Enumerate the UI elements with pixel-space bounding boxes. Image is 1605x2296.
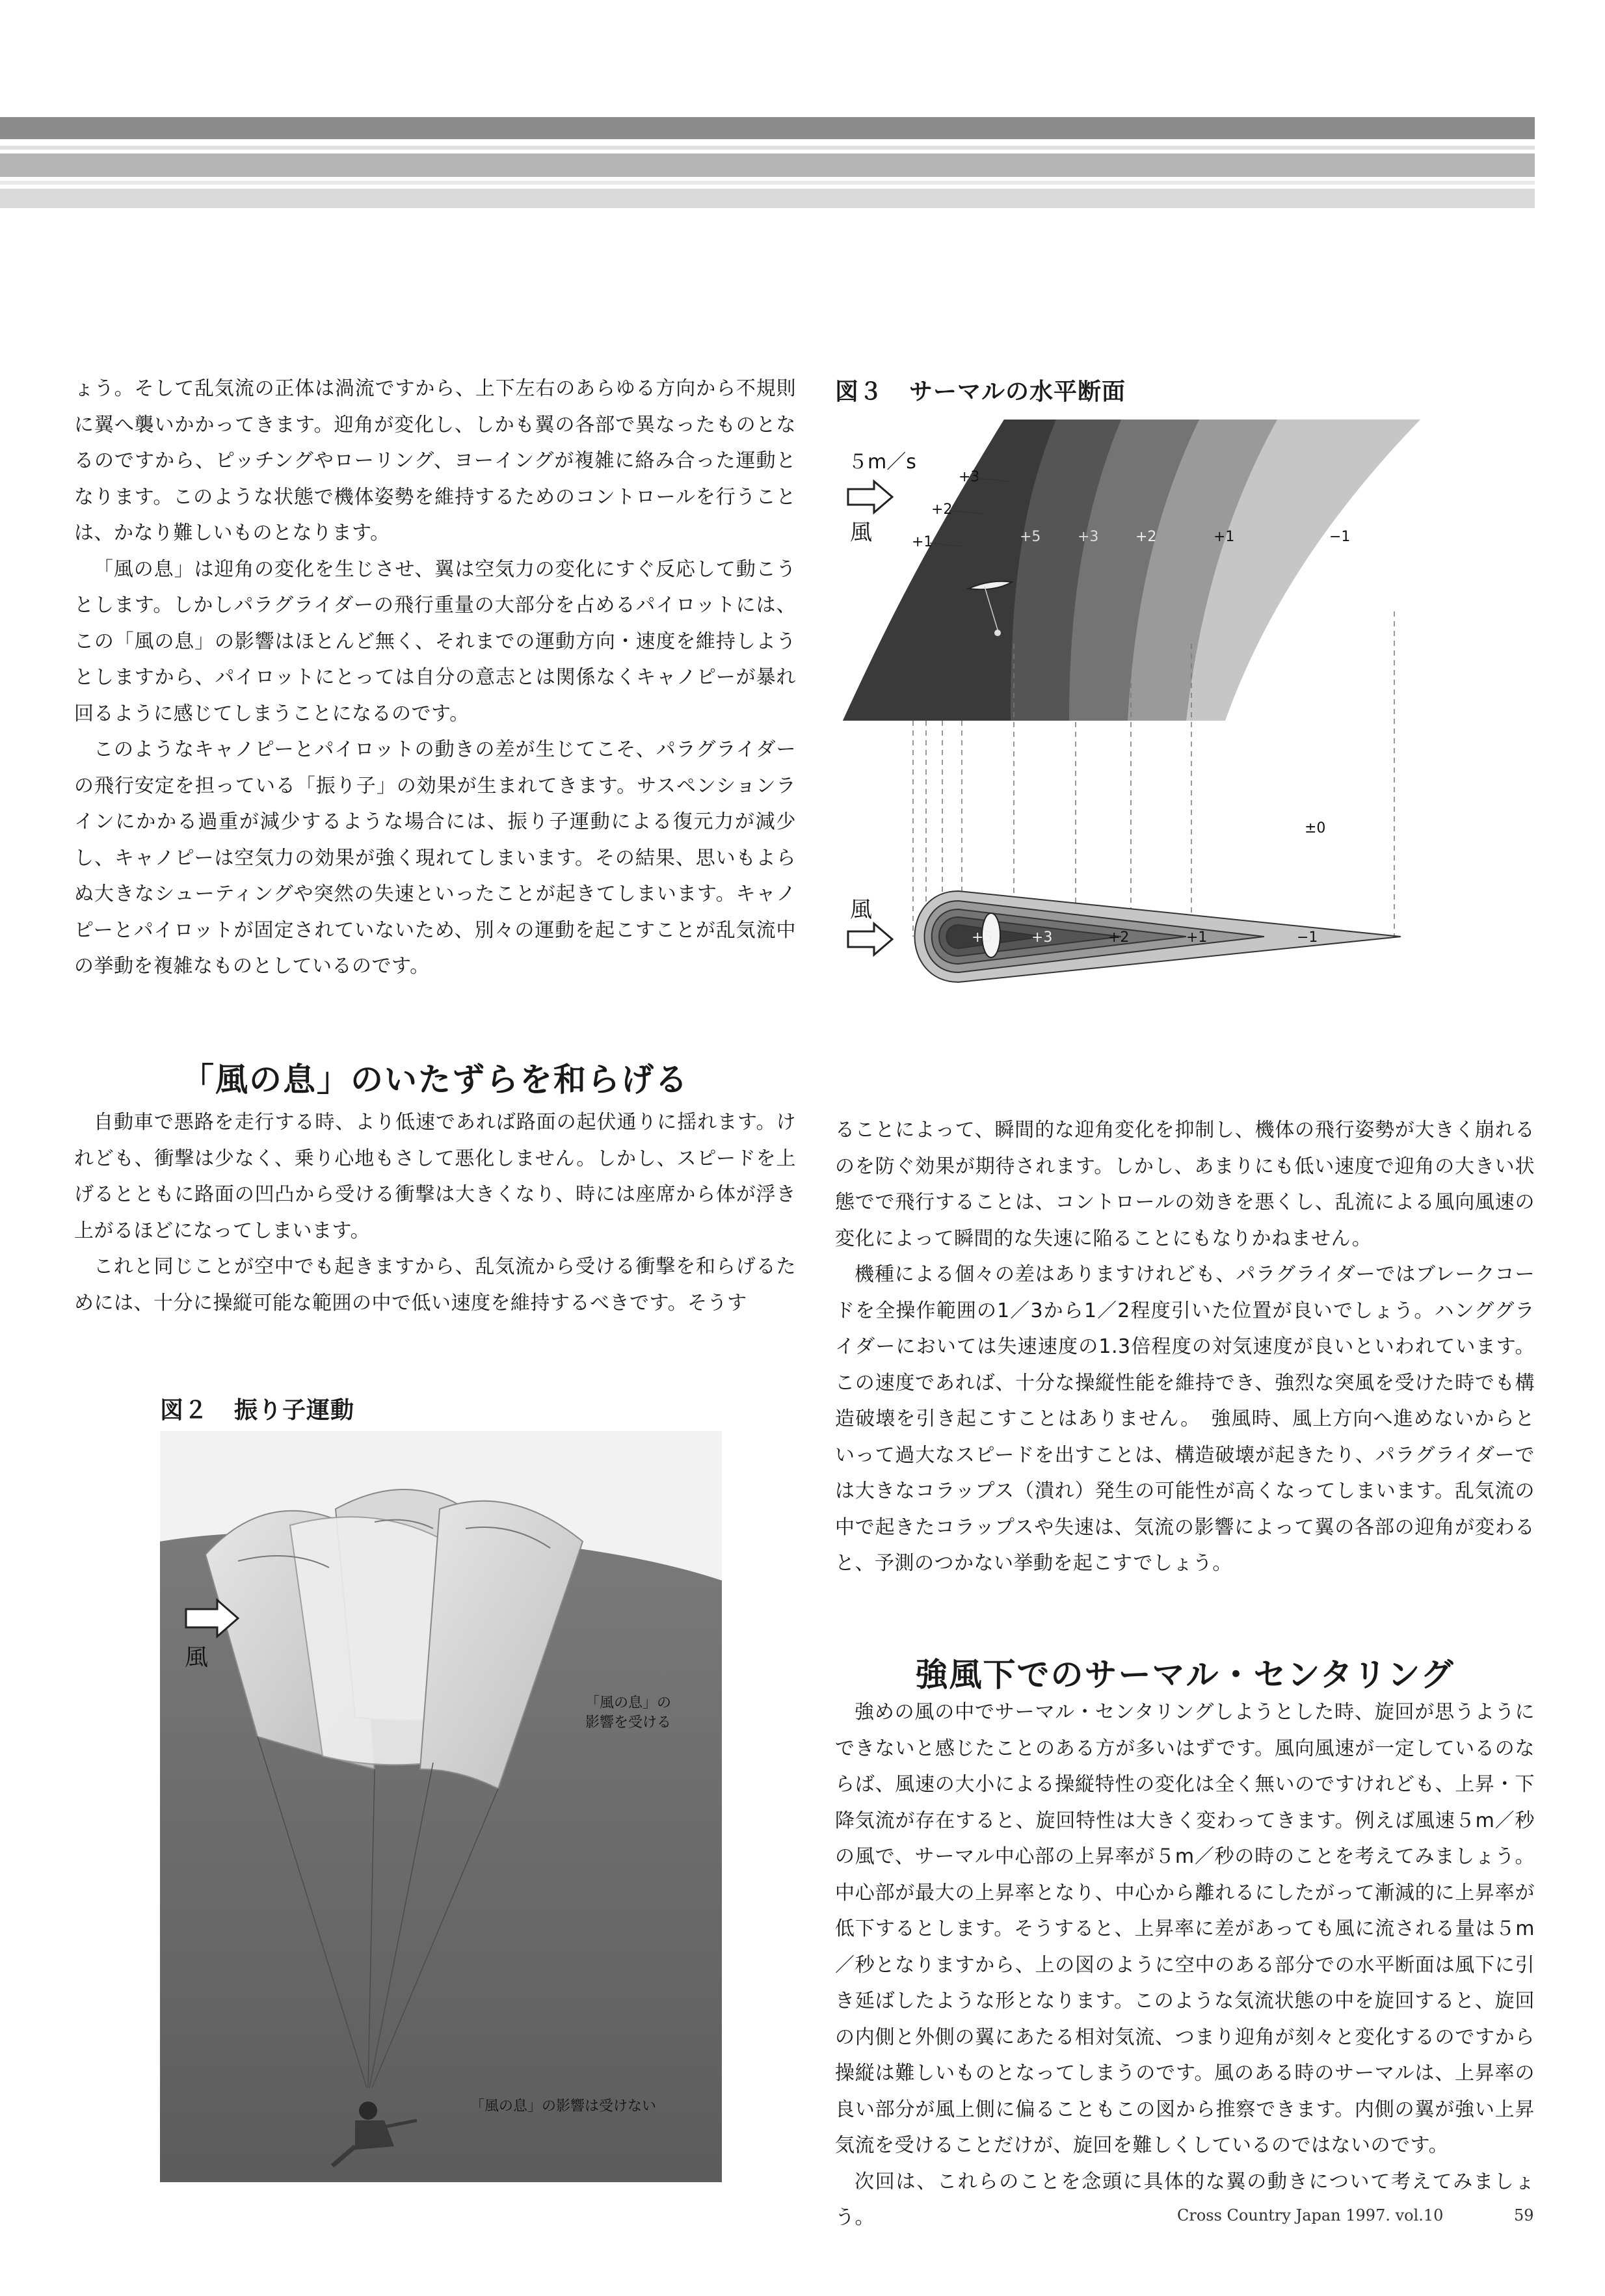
label-lower-plus5: +5 [972, 929, 993, 946]
figure3-wind-label-bottom: 風 [850, 897, 872, 923]
section2-paragraph-2: 次回は、これらのことを念頭に具体的な翼の動きについて考えてみましょう。 [835, 2170, 1535, 2229]
figure2-pendulum-photo [160, 1431, 722, 2182]
label-upper-minus1: −1 [1329, 529, 1351, 545]
figure3-number: 図３ [835, 379, 884, 405]
header-stripes [0, 111, 1535, 202]
footer-magazine: Cross Country Japan 1997. vol.10 [1177, 2206, 1444, 2224]
right-paragraph-2: 機種による個々の差はありますけれども、パラグライダーではブレークコードを全操作範囲の1／3から1／2程度引いた位置が良いでしょう。ハンググライダーにおいては失速速度の1.3倍程度の対気速度が良いといわれています。この速度であれば、十分な操縦性能を維持でき、強烈な突風を受けた時でも構造破壊を引き起こすことはありません。 強風時、風上方向へ進めないからといって過大なスピードを出すことは、構造破壊が起きたり、パラグライダーでは大きなコラップス（潰れ）発生の可能性が高くなってしまいます。乱気流の中で起きたコラップスや失速は、気流の影響によって翼の各部の迎角が変わると、予測のつかない挙動を起こすでしょう。 [835, 1263, 1535, 1575]
header-stripe-1 [0, 117, 1535, 139]
figure2-number: 図２ [160, 1397, 209, 1424]
intro-paragraph-2: 「風の息」は迎角の変化を生じさせ、翼は空気力の変化にすぐ反応して動こうとします。しかしパラグライダーの飛行重量の大部分を占めるパイロットには、この「風の息」の影響はほとんど無く、それまでの運動方向・速度を維持しようとしますから、パイロットにとっては自分の意志とは関係なくキャノピーが暴れ回るように感じてしまうことになるのです。 [74, 557, 796, 725]
figure3-title [835, 373, 1126, 407]
right-column-text [835, 1112, 1535, 1582]
label-upper-plus1: +1 [1214, 529, 1235, 545]
header-stripe-2 [0, 154, 1535, 177]
label-upper-plus3-outside: +3 [959, 469, 980, 485]
figure2-label-affected-1: 「風の息」の [585, 1695, 672, 1711]
figure2-caption: 振り子運動 [234, 1397, 355, 1424]
label-lower-plus3: +3 [1031, 929, 1053, 946]
intro-text [74, 371, 796, 985]
figure3-thermal-diagram [835, 416, 1485, 1015]
header-stripe-thin-2 [0, 181, 1535, 185]
figure3-caption: サーマルの水平断面 [909, 379, 1126, 405]
section2-text [835, 1694, 1535, 2236]
header-stripe-3 [0, 189, 1535, 208]
figure2-wind-label: 風 [184, 1644, 209, 1671]
section-heading-thermal-centering: 強風下でのサーマル・センタリング [915, 1656, 1455, 1694]
label-lower-minus1: −1 [1297, 929, 1318, 946]
label-upper-plus2: +2 [1135, 529, 1157, 545]
figure2-label-unaffected: 「風の息」の影響は受けない [470, 2098, 657, 2115]
figure2-label-affected-2: 影響を受ける [585, 1715, 672, 1731]
wind-arrow-bottom-icon [848, 924, 892, 955]
section2-paragraph-1: 強めの風の中でサーマル・センタリングしようとした時、旋回が思うようにできないと感じたことのある方が多いはずです。風向風速が一定しているのならば、風速の大小による操縦特性の変化は全く無いのですけれども、上昇・下降気流が存在すると、旋回特性は大きく変わってきます。例えば風速５m／秒の風で、サーマル中心部の上昇率が５m／秒の時のことを考えてみましょう。中心部が最大の上昇率となり、中心から離れるにしたがって漸減的に上昇率が低下するとします。そうすると、上昇率に差があっても風に流される量は５m／秒となりますから、上の図のように空中のある部分での水平断面は風下に引き延ばしたような形となります。このような気流状態の中を旋回すると、旋回の内側と外側の翼にあたる相対気流、つまり迎角が刻々と変化するのですから操縦は難しいものとなってしまうのです。風のある時のサーマルは、上昇率の良い部分が風上側に偏ることもこの図から推察できます。内側の翼が強い上昇気流を受けることだけが、旋回を難しくしているのではないのです。 [835, 1701, 1535, 2157]
label-zero: ±0 [1305, 820, 1326, 836]
section1-text [74, 1104, 796, 1321]
section1-paragraph-1: 自動車で悪路を走行する時、より低速であれば路面の起伏通りに揺れます。けれども、衝撃は少なく、乗り心地もさして悪化しません。しかし、スピードを上げるとともに路面の凹凸から受ける衝撃は大きくなり、時には座席から体が浮き上がるほどになってしまいます。 [74, 1111, 796, 1242]
header-stripe-thin [0, 146, 1535, 150]
section-heading-wind-gust: 「風の息」のいたずらを和らげる [181, 1061, 689, 1099]
label-lower-plus1: +1 [1186, 929, 1208, 946]
figure2-title [160, 1392, 354, 1425]
label-upper-plus3: +3 [1078, 529, 1099, 545]
pilot-dot-icon [994, 630, 1001, 636]
figure3-speed-label: ５m／s [848, 451, 916, 474]
label-upper-plus1-outside: +1 [912, 534, 933, 550]
footer-page-number: 59 [1514, 2206, 1534, 2224]
label-upper-plus2-outside: +2 [931, 501, 953, 518]
label-lower-plus2: +2 [1108, 929, 1130, 946]
figure3-wind-label-top: 風 [850, 520, 872, 546]
right-paragraph-1: ることによって、瞬間的な迎角変化を抑制し、機体の飛行姿勢が大きく崩れるのを防ぐ効果が期待されます。しかし、あまりにも低い速度で迎角の大きい状態でで飛行することは、コントロールの効きを悪くし、乱流による風向風速の変化によって瞬間的な失速に陥ることにもなりかねません。 [835, 1119, 1535, 1250]
section1-paragraph-2: これと同じことが空中でも起きますから、乱気流から受ける衝撃を和らげるためには、十分に操縦可能な範囲の中で低い速度を維持するべきです。そうす [74, 1255, 796, 1315]
intro-paragraph-3: このようなキャノピーとパイロットの動きの差が生じてこそ、パラグライダーの飛行安定を担っている「振り子」の効果が生まれてきます。サスペンションラインにかかる過重が減少するような場合には、振り子運動による復元力が減少し、キャノピーは空気力の効果が強く現れてしまいます。その結果、思いもよらぬ大きなシューティングや突然の失速といったことが起きてしまいます。キャノピーとパイロットが固定されていないため、別々の運動を起こすことが乱気流中の挙動を複雑なものとしているのです。 [74, 738, 796, 978]
wind-arrow-top-icon [848, 481, 892, 513]
intro-paragraph-1: ょう。そして乱気流の正体は渦流ですから、上下左右のあらゆる方向から不規則に翼へ襲いかかってきます。迎角が変化し、しかも翼の各部で異なったものとなるのですから、ピッチングやローリング、ヨーイングが複雑に絡み合った運動となります。このような状態で機体姿勢を維持するためのコントロールを行うことは、かなり難しいものとなります。 [74, 377, 796, 544]
label-upper-plus5: +5 [1020, 529, 1041, 545]
